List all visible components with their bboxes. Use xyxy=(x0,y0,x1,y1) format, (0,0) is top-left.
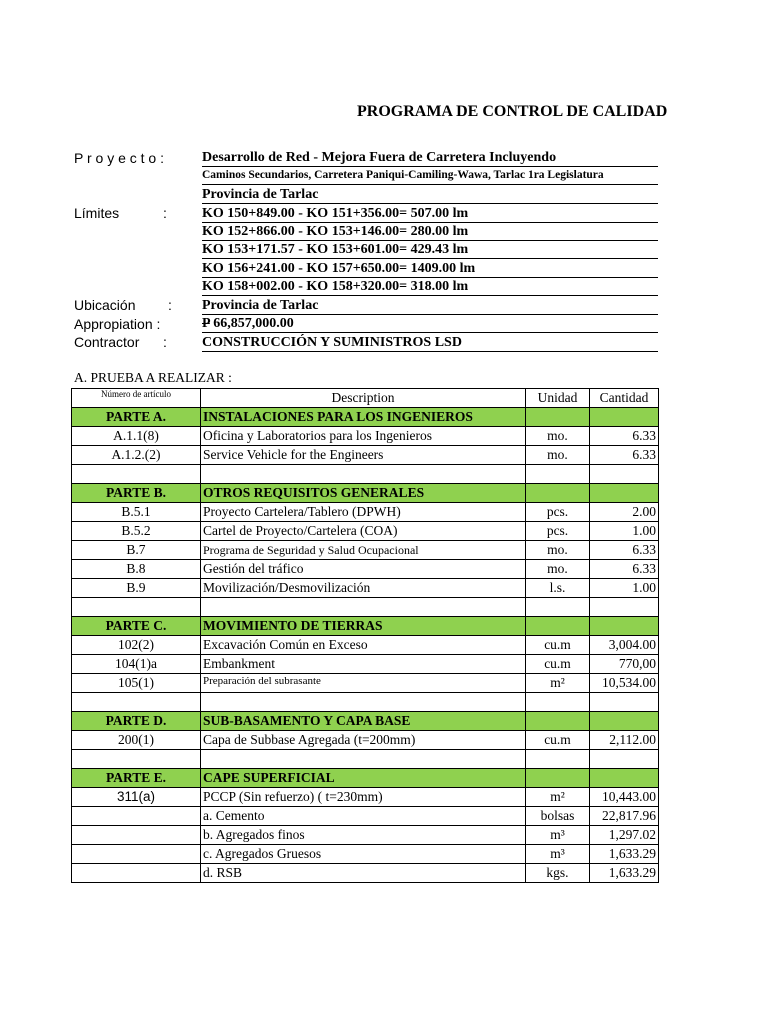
appropiation-value xyxy=(202,315,658,333)
table-header-row xyxy=(72,389,659,408)
item-number-cell xyxy=(72,693,201,712)
item-number-cell: A.1.1(8) xyxy=(72,427,201,446)
quantity-cell: 6.33 xyxy=(590,446,659,465)
item-number-cell: 104(1)a xyxy=(72,655,201,674)
item-number-cell xyxy=(72,807,201,826)
quantity-cell: 3,004.00 xyxy=(590,636,659,655)
description-cell: Oficina y Laboratorios para los Ingenieros xyxy=(201,427,526,446)
unit-cell: bolsas xyxy=(526,807,590,826)
quantity-cell: 2,112.00 xyxy=(590,731,659,750)
item-number-cell: PARTE A. xyxy=(72,408,201,427)
limite-3: KO 153+171.57 - KO 153+601.00= 429.43 lm xyxy=(202,241,658,259)
description-cell: Service Vehicle for the Engineers xyxy=(201,446,526,465)
quantity-cell: 6.33 xyxy=(590,560,659,579)
unit-cell xyxy=(526,617,590,636)
blank-row xyxy=(72,750,659,769)
table-row xyxy=(72,503,659,522)
table-row xyxy=(72,522,659,541)
description-cell: Movilización/Desmovilización xyxy=(201,579,526,598)
item-number-cell xyxy=(72,826,201,845)
description-cell: c. Agregados Gruesos xyxy=(201,845,526,864)
limite-5: KO 158+002.00 - KO 158+320.00= 318.00 lm xyxy=(202,278,658,296)
table-row xyxy=(72,579,659,598)
item-number-cell: PARTE C. xyxy=(72,617,201,636)
ubicacion-colon: : xyxy=(168,297,172,313)
unit-cell: cu.m xyxy=(526,655,590,674)
header-unit: Unidad xyxy=(526,389,590,408)
limites-colon: : xyxy=(163,205,167,221)
description-cell: SUB-BASAMENTO Y CAPA BASE xyxy=(201,712,526,731)
unit-cell: pcs. xyxy=(526,522,590,541)
blank-row xyxy=(72,598,659,617)
ubicacion-label: Ubicación xyxy=(74,297,136,313)
item-number-cell: 200(1) xyxy=(72,731,201,750)
item-number-cell: B.5.2 xyxy=(72,522,201,541)
item-number-cell: PARTE E. xyxy=(72,769,201,788)
description-cell: Proyecto Cartelera/Tablero (DPWH) xyxy=(201,503,526,522)
unit-cell xyxy=(526,769,590,788)
table-row xyxy=(72,731,659,750)
header-description: Description xyxy=(201,389,526,408)
quantity-cell: 6.33 xyxy=(590,427,659,446)
item-number-cell: PARTE D. xyxy=(72,712,201,731)
contractor-label: Contractor xyxy=(74,334,140,350)
header-item-number: Número de artículo xyxy=(72,389,201,408)
table-row xyxy=(72,636,659,655)
section-a-heading: A. PRUEBA A REALIZAR : xyxy=(74,370,232,385)
unit-cell xyxy=(526,598,590,617)
description-cell: INSTALACIONES PARA LOS INGENIEROS xyxy=(201,408,526,427)
proyecto-line-1: Desarrollo de Red - Mejora Fuera de Carretera Incluyendo xyxy=(202,149,658,167)
blank-row xyxy=(72,465,659,484)
description-cell xyxy=(201,598,526,617)
ubicacion-value: Provincia de Tarlac xyxy=(202,297,658,315)
quantity-cell xyxy=(590,484,659,503)
item-number-cell xyxy=(72,465,201,484)
table-row xyxy=(72,674,659,693)
limite-4: KO 156+241.00 - KO 157+650.00= 1409.00 lm xyxy=(202,260,658,278)
unit-cell: l.s. xyxy=(526,579,590,598)
description-cell: Excavación Común en Exceso xyxy=(201,636,526,655)
description-cell: Cartel de Proyecto/Cartelera (COA) xyxy=(201,522,526,541)
description-cell: MOVIMIENTO DE TIERRAS xyxy=(201,617,526,636)
part-header-row xyxy=(72,617,659,636)
item-number-cell: B.8 xyxy=(72,560,201,579)
quantity-cell xyxy=(590,750,659,769)
table-row xyxy=(72,541,659,560)
limites-label: Límites xyxy=(74,205,120,221)
part-header-row xyxy=(72,484,659,503)
limite-2: KO 152+866.00 - KO 153+146.00= 280.00 lm xyxy=(202,223,658,241)
description-cell: Gestión del tráfico xyxy=(201,560,526,579)
unit-cell xyxy=(526,484,590,503)
blank-row xyxy=(72,693,659,712)
part-header-row xyxy=(72,769,659,788)
item-number-cell: 311(a) xyxy=(72,788,201,807)
table-row xyxy=(72,845,659,864)
quantity-cell: 1,633.29 xyxy=(590,845,659,864)
unit-cell xyxy=(526,712,590,731)
unit-cell: pcs. xyxy=(526,503,590,522)
table-row xyxy=(72,446,659,465)
description-cell: OTROS REQUISITOS GENERALES xyxy=(201,484,526,503)
item-number-cell xyxy=(72,864,201,883)
item-number-cell: A.1.2.(2) xyxy=(72,446,201,465)
limite-1: KO 150+849.00 - KO 151+356.00= 507.00 lm xyxy=(202,205,658,223)
unit-cell: m² xyxy=(526,674,590,693)
quantity-cell xyxy=(590,769,659,788)
items-table xyxy=(71,388,659,883)
unit-cell xyxy=(526,693,590,712)
unit-cell: cu.m xyxy=(526,731,590,750)
item-number-cell xyxy=(72,750,201,769)
description-cell: Preparación del subrasante xyxy=(201,674,526,693)
description-cell xyxy=(201,465,526,484)
page-title: PROGRAMA DE CONTROL DE CALIDAD xyxy=(357,103,668,120)
table-row xyxy=(72,807,659,826)
header-quantity: Cantidad xyxy=(590,389,659,408)
proyecto-label: P r o y e c t o : xyxy=(74,150,165,166)
description-cell: a. Cemento xyxy=(201,807,526,826)
part-header-row xyxy=(72,712,659,731)
table-row xyxy=(72,864,659,883)
quantity-cell: 2.00 xyxy=(590,503,659,522)
description-cell: d. RSB xyxy=(201,864,526,883)
quantity-cell: 6.33 xyxy=(590,541,659,560)
quantity-cell xyxy=(590,408,659,427)
proyecto-line-3: Provincia de Tarlac xyxy=(202,186,658,204)
unit-cell xyxy=(526,408,590,427)
quantity-cell: 10,534.00 xyxy=(590,674,659,693)
quantity-cell xyxy=(590,598,659,617)
quantity-cell: 1.00 xyxy=(590,579,659,598)
unit-cell: cu.m xyxy=(526,636,590,655)
table-row xyxy=(72,427,659,446)
unit-cell: mo. xyxy=(526,560,590,579)
item-number-cell: PARTE B. xyxy=(72,484,201,503)
unit-cell: kgs. xyxy=(526,864,590,883)
unit-cell: m² xyxy=(526,788,590,807)
peso-symbol: P xyxy=(202,316,210,331)
description-cell: CAPE SUPERFICIAL xyxy=(201,769,526,788)
quantity-cell: 10,443.00 xyxy=(590,788,659,807)
quantity-cell: 770,00 xyxy=(590,655,659,674)
quantity-cell: 22,817.96 xyxy=(590,807,659,826)
description-cell: Capa de Subbase Agregada (t=200mm) xyxy=(201,731,526,750)
part-header-row xyxy=(72,408,659,427)
unit-cell: m³ xyxy=(526,845,590,864)
quantity-cell xyxy=(590,693,659,712)
contractor-value: CONSTRUCCIÓN Y SUMINISTROS LSD xyxy=(202,334,658,352)
quantity-cell xyxy=(590,465,659,484)
item-number-cell xyxy=(72,845,201,864)
description-cell xyxy=(201,693,526,712)
item-number-cell: 105(1) xyxy=(72,674,201,693)
item-number-cell: B.7 xyxy=(72,541,201,560)
appropiation-label: Appropiation : xyxy=(74,316,161,332)
quantity-cell: 1,297.02 xyxy=(590,826,659,845)
unit-cell: mo. xyxy=(526,427,590,446)
item-number-cell: 102(2) xyxy=(72,636,201,655)
description-cell: PCCP (Sin refuerzo) ( t=230mm) xyxy=(201,788,526,807)
appropiation-amount: 66,857,000.00 xyxy=(209,316,294,331)
description-cell: b. Agregados finos xyxy=(201,826,526,845)
description-cell: Embankment xyxy=(201,655,526,674)
table-row xyxy=(72,788,659,807)
item-number-cell: B.5.1 xyxy=(72,503,201,522)
contractor-colon: : xyxy=(163,334,167,350)
unit-cell: mo. xyxy=(526,446,590,465)
description-cell: Programa de Seguridad y Salud Ocupacional xyxy=(201,541,526,560)
description-cell xyxy=(201,750,526,769)
quantity-cell: 1.00 xyxy=(590,522,659,541)
proyecto-line-2: Caminos Secundarios, Carretera Paniqui-Camiling-Wawa, Tarlac 1ra Legislatura xyxy=(202,167,658,185)
table-row xyxy=(72,826,659,845)
quantity-cell xyxy=(590,712,659,731)
unit-cell xyxy=(526,465,590,484)
items-table-body xyxy=(72,389,659,883)
unit-cell: mo. xyxy=(526,541,590,560)
quantity-cell: 1,633.29 xyxy=(590,864,659,883)
table-row xyxy=(72,560,659,579)
unit-cell: m³ xyxy=(526,826,590,845)
quantity-cell xyxy=(590,617,659,636)
item-number-cell xyxy=(72,598,201,617)
item-number-cell: B.9 xyxy=(72,579,201,598)
unit-cell xyxy=(526,750,590,769)
table-row xyxy=(72,655,659,674)
